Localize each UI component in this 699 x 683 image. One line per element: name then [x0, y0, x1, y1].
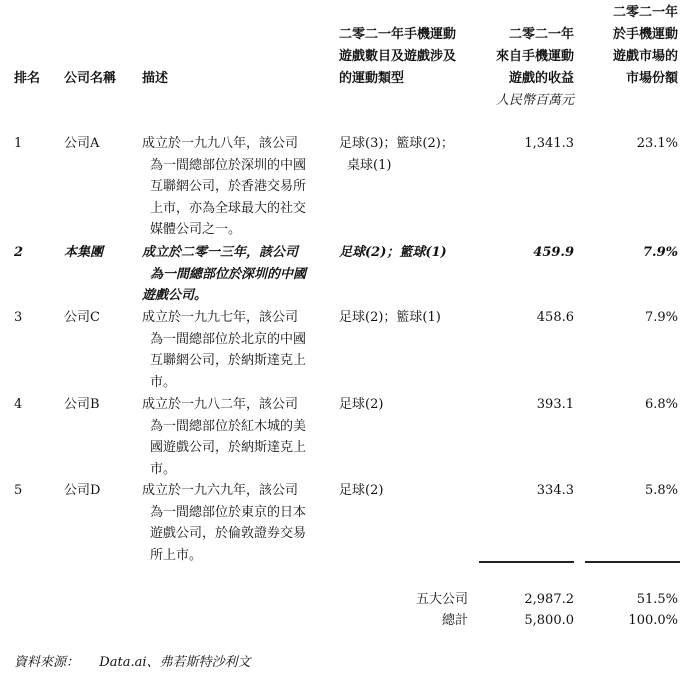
header-games-line: 二零二一年手機運動 [339, 27, 457, 42]
total-revenue: 5,800.0 [524, 613, 574, 628]
total-rule-revenue [479, 561, 574, 563]
row-share: 7.9% [643, 245, 678, 260]
source-text: Data.ai、弗若斯特沙利文 [99, 655, 251, 670]
header-share [580, 2, 678, 90]
description-line: 為一間總部位於深圳的中國 [150, 157, 307, 173]
row-share: 23.1% [636, 136, 678, 151]
header-revenue-unit: 人民幣百萬元 [495, 93, 574, 108]
row-games [339, 480, 474, 502]
row-games [339, 307, 474, 329]
total-share: 100.0% [628, 613, 678, 628]
row-description [142, 480, 332, 566]
total-rule-share [585, 561, 680, 563]
description-line: 遊戲公司，於倫敦證券交易 [150, 526, 307, 541]
header-revenue-line: 遊戲的收益 [508, 71, 574, 86]
header-share-line: 市場份額 [625, 71, 678, 86]
description-line: 互聯網公司，於納斯達克上 [150, 353, 307, 368]
header-share-line: 遊戲市場的 [612, 49, 678, 64]
games-line: 足球(3)；籃球(2)； [339, 136, 454, 151]
header-company: 公司名稱 [64, 71, 117, 86]
header-revenue-line: 來自手機運動 [495, 49, 574, 64]
row-games [339, 133, 474, 176]
row-share: 7.9% [644, 310, 678, 325]
row-rank: 3 [14, 310, 23, 325]
description-line: 市。 [150, 374, 177, 390]
row-revenue: 459.9 [533, 245, 574, 260]
source-label: 資料來源： [14, 655, 80, 670]
row-revenue: 1,341.3 [524, 136, 574, 151]
description-line: 成立於一九六九年，該公司 [142, 483, 299, 498]
games-line: 足球(2) [339, 483, 384, 498]
games-line: 足球(2)；籃球(1) [339, 310, 441, 325]
row-company: 本集團 [64, 245, 104, 260]
header-games [339, 24, 469, 90]
row-description [142, 242, 337, 307]
header-games-line: 的運動類型 [339, 71, 405, 86]
source-note [14, 652, 251, 674]
description-line: 互聯網公司，於香港交易所 [150, 179, 307, 194]
header-revenue [470, 24, 574, 112]
row-games [339, 242, 474, 264]
total-revenue: 2,987.2 [524, 592, 574, 607]
row-share: 5.8% [644, 483, 678, 498]
total-label: 總計 [441, 613, 468, 628]
row-revenue: 458.6 [536, 310, 574, 325]
header-share-line: 於手機運動 [612, 27, 678, 42]
row-description [142, 394, 332, 480]
row-description [142, 307, 332, 393]
games-line: 足球(2) [339, 397, 384, 412]
description-line: 遊戲公司。 [142, 288, 208, 303]
row-share: 6.8% [644, 397, 678, 412]
header-rank: 排名 [14, 71, 41, 86]
row-rank: 2 [14, 245, 24, 260]
description-line: 為一間總部位於紅木城的美 [150, 418, 307, 434]
row-description [142, 133, 332, 241]
description-line: 所上市。 [150, 547, 203, 563]
games-line: 足球(2)；籃球(1) [339, 245, 447, 260]
total-label: 五大公司 [415, 592, 468, 607]
header-share-line: 二零二一年 [612, 5, 678, 20]
games-line: 桌球(1) [347, 157, 392, 173]
description-line: 為一間總部位於東京的日本 [150, 504, 307, 520]
description-line: 成立於一九九八年，該公司 [142, 136, 299, 151]
description-line: 成立於二零一三年，該公司 [142, 245, 299, 260]
total-share: 51.5% [636, 592, 678, 607]
row-company: 公司A [64, 136, 100, 151]
description-line: 市。 [150, 461, 177, 477]
header-revenue-line: 二零二一年 [508, 27, 574, 42]
row-company: 公司C [64, 310, 100, 325]
description-line: 成立於一九八二年，該公司 [142, 397, 299, 412]
description-line: 成立於一九九七年，該公司 [142, 310, 299, 325]
description-line: 國遊戲公司，於納斯達克上 [150, 440, 307, 455]
row-games [339, 394, 474, 416]
description-line: 為一間總部位於北京的中國 [150, 331, 307, 347]
row-rank: 5 [14, 483, 23, 498]
row-company: 公司D [64, 483, 101, 498]
row-revenue: 334.3 [536, 483, 574, 498]
header-description: 描述 [142, 71, 169, 86]
row-rank: 1 [14, 136, 23, 151]
header-games-line: 遊戲數目及遊戲涉及 [339, 49, 457, 64]
row-company: 公司B [64, 397, 100, 412]
description-line: 上市，亦為全球最大的社交 [150, 200, 307, 216]
row-revenue: 393.1 [536, 397, 574, 412]
description-line: 為一間總部位於深圳的中國 [150, 266, 307, 282]
description-line: 媒體公司之一。 [150, 222, 242, 237]
row-rank: 4 [14, 397, 23, 412]
